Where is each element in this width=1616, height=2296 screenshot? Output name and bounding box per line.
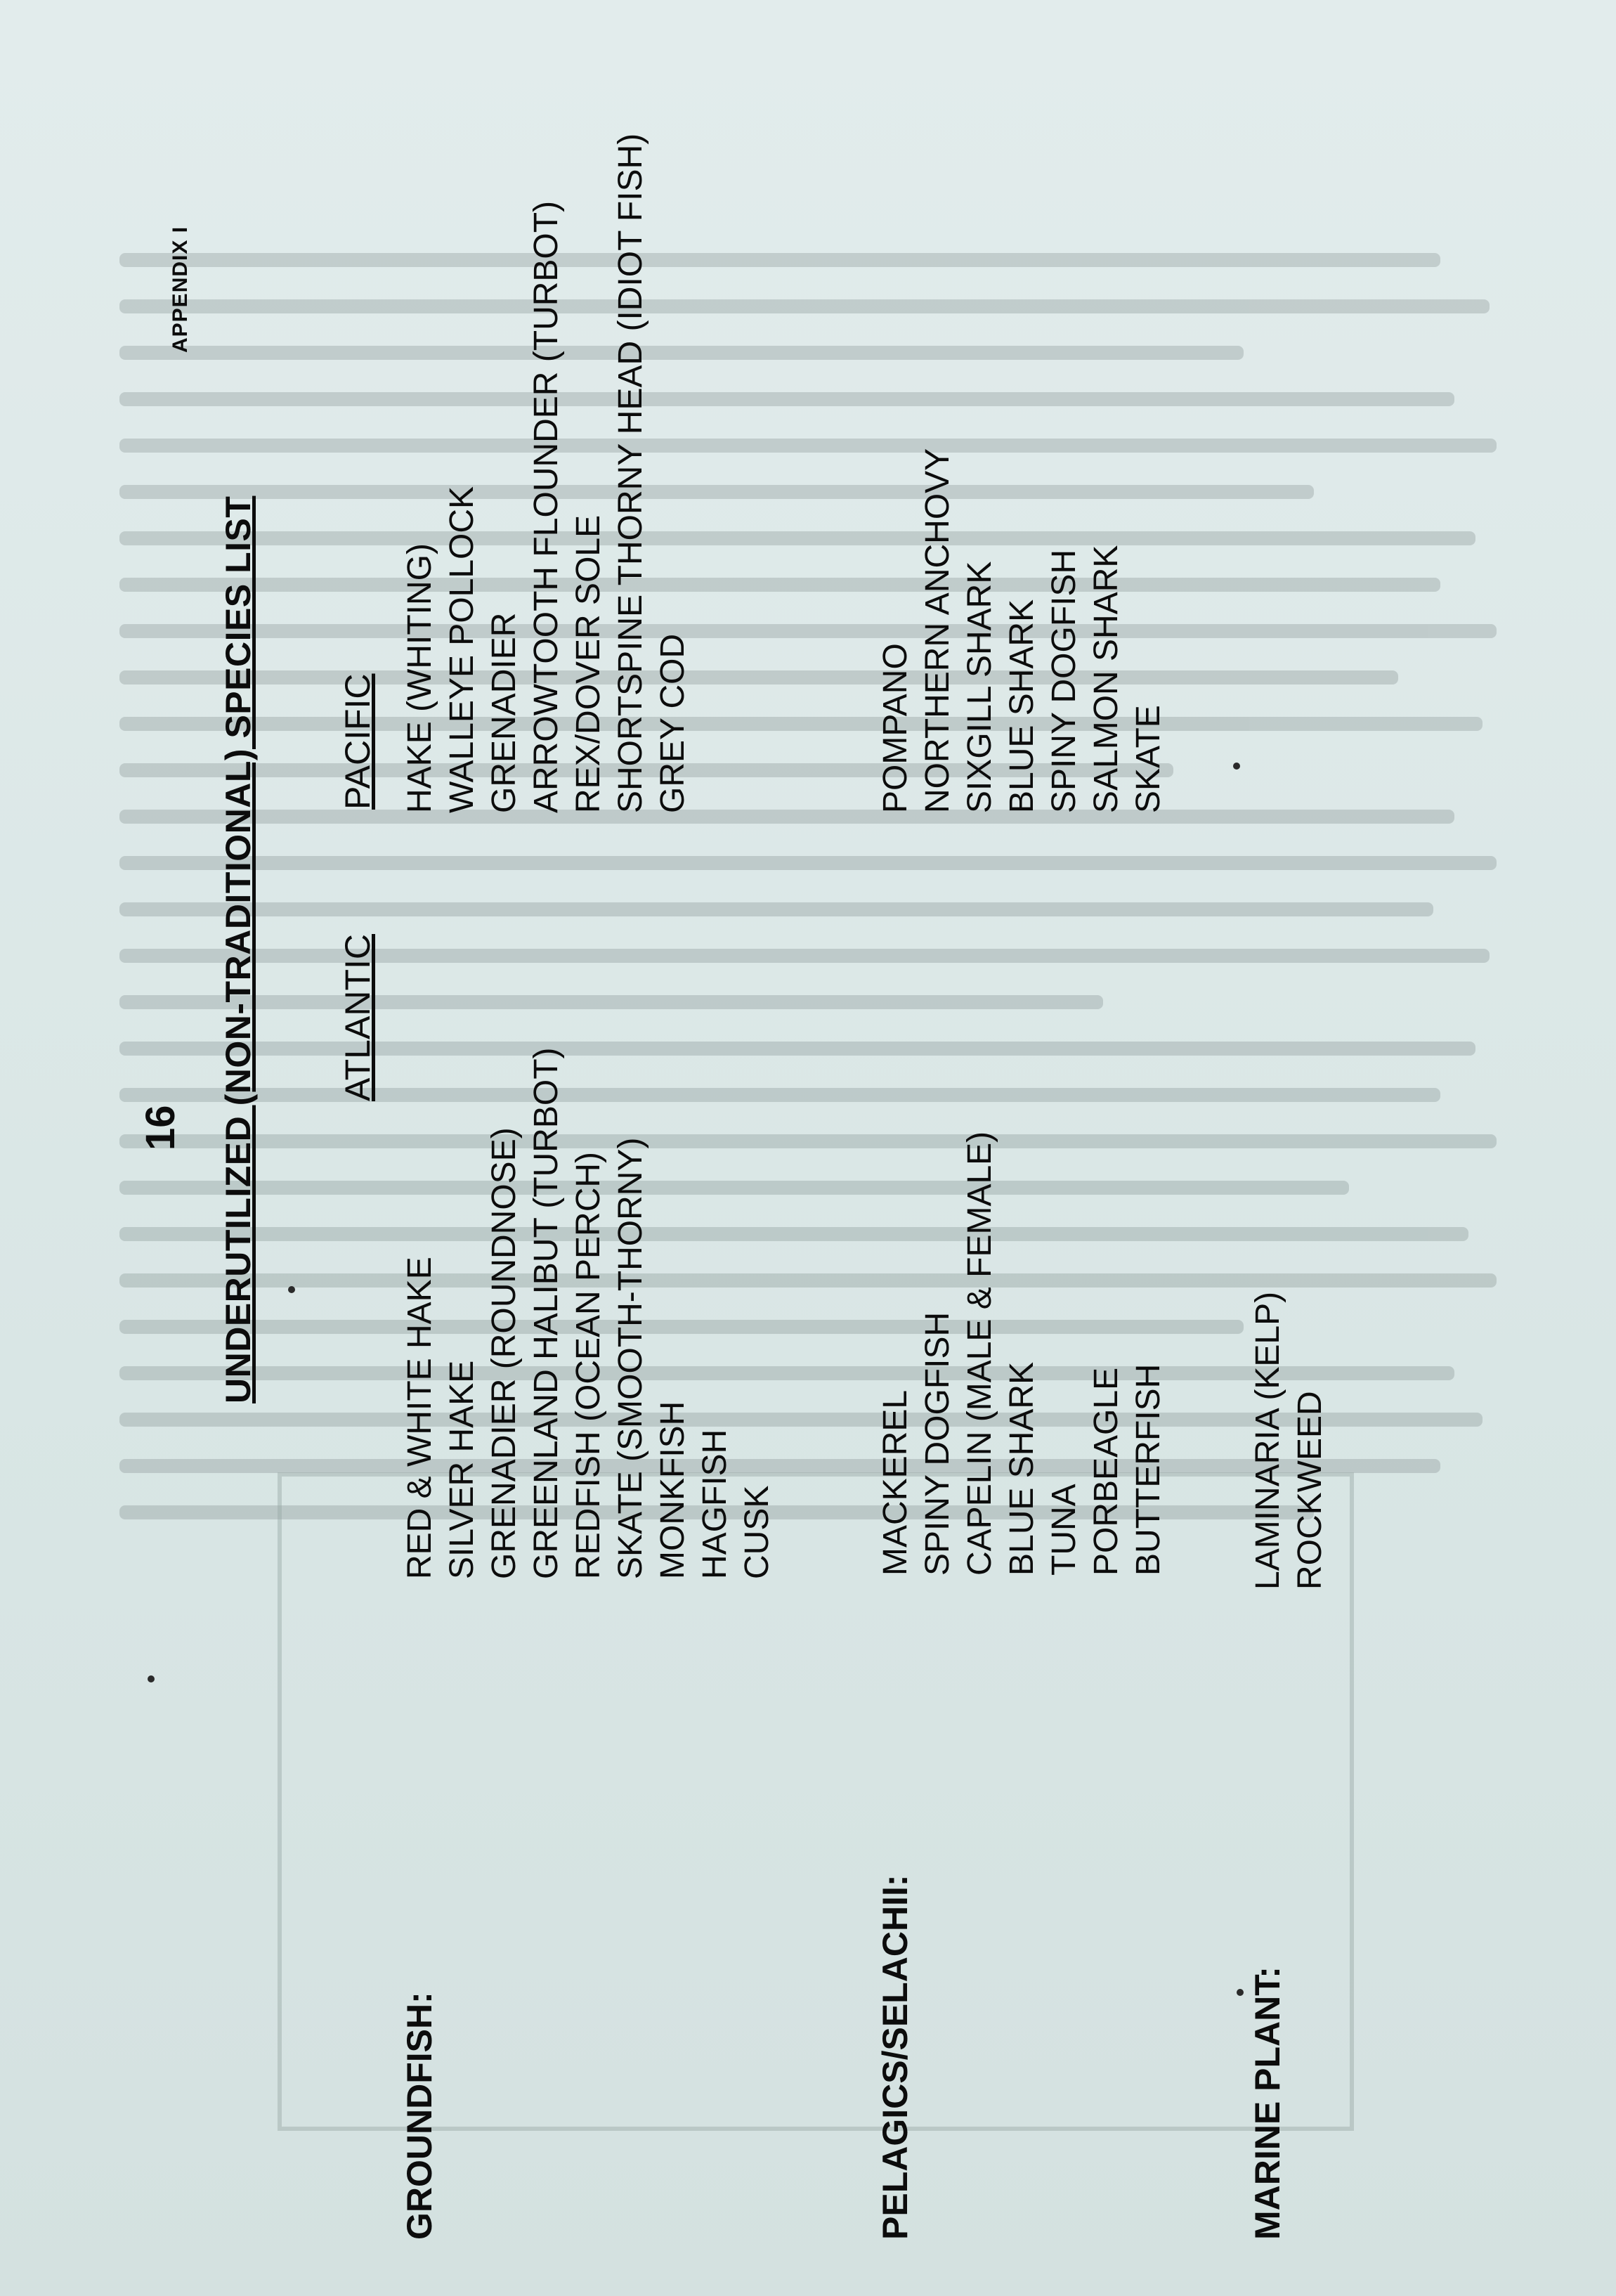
list-item: BLUE SHARK [1003,1361,1041,1576]
list-item: SKATE [1130,705,1167,813]
list-item: SPINY DOGFISH [919,1311,956,1576]
list-item: LAMINARIA (KELP) [1249,1291,1286,1590]
list-item: SIXGILL SHARK [961,561,998,813]
marine-plant-atlantic-list [1247,1292,1331,1590]
pelagics-atlantic-list [875,1131,1170,1576]
list-item: TUNA [1045,1484,1083,1576]
list-item: GRENADIER [486,612,523,813]
marine-plant-label: MARINE PLANT: [1248,1966,1287,2240]
groundfish-label: GROUNDFISH: [400,1992,439,2240]
list-item: NORTHERN ANCHOVY [919,448,956,813]
list-item: REDFISH (OCEAN PERCH) [570,1151,607,1579]
appendix-label: APPENDIX I [169,226,192,353]
list-item: REX/DOVER SOLE [570,514,607,813]
list-item: SALMON SHARK [1088,545,1125,813]
list-item: SHORTSPINE THORNY HEAD (IDIOT FISH) [612,133,649,813]
list-item: MONKFISH [654,1401,691,1579]
list-item: SILVER HAKE [443,1360,481,1579]
list-item: BUTTERFISH [1130,1363,1167,1576]
atlantic-column-header: ATLANTIC [338,934,377,1101]
list-item: SKATE (SMOOTH-THORNY) [612,1137,649,1579]
list-item: CAPELIN (MALE & FEMALE) [961,1131,998,1576]
list-item: RED & WHITE HAKE [401,1257,438,1579]
list-item: ARROWTOOTH FLOUNDER (TURBOT) [528,200,565,813]
groundfish-atlantic-list [399,1047,778,1579]
list-item: PORBEAGLE [1088,1367,1125,1576]
list-item: ROCKWEED [1291,1391,1329,1590]
list-item: GREENLAND HALIBUT (TURBOT) [528,1047,565,1579]
list-item: GRENADIER (ROUNDNOSE) [486,1127,523,1579]
list-item: MACKEREL [877,1389,914,1576]
groundfish-pacific-list [399,134,694,813]
list-item: POMPANO [877,643,914,813]
page-number: 16 [138,1105,183,1150]
list-item: CUSK [738,1485,776,1579]
list-item: WALLEYE POLLOCK [443,486,481,813]
page-title: UNDERUTILIZED (NON-TRADITIONAL) SPECIES LIST [219,495,258,1403]
pacific-column-header: PACIFIC [338,673,377,810]
pelagics-pacific-list [875,448,1170,813]
list-item: SPINY DOGFISH [1045,549,1083,813]
list-item: HAGFISH [696,1429,734,1579]
list-item: HAKE (WHITING) [401,543,438,813]
list-item: BLUE SHARK [1003,599,1041,813]
list-item: GREY COD [654,633,691,813]
pelagics-label: PELAGICS/SELACHII: [875,1874,915,2240]
